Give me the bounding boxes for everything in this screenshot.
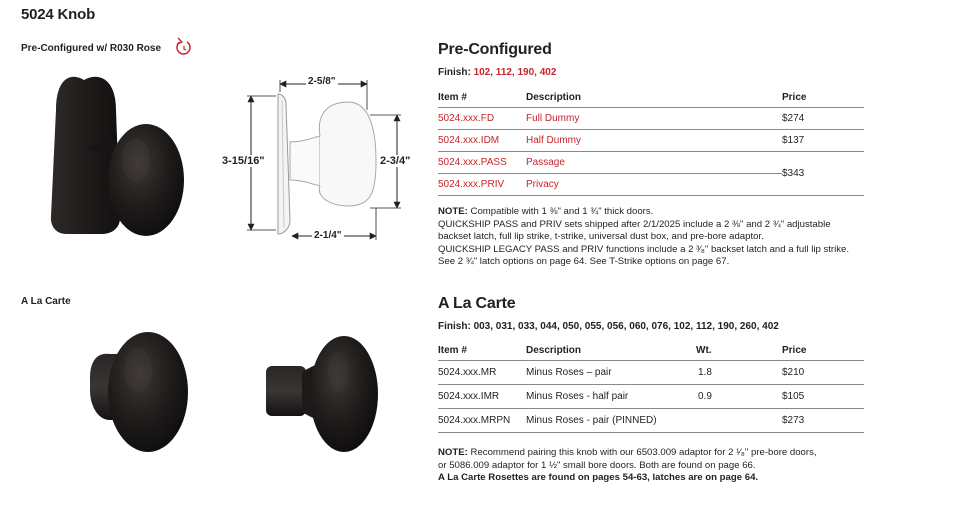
knob-front-image xyxy=(86,320,196,470)
note-line: or 5086.009 adaptor for 1 ½" small bore doors. Both are found on page 66. xyxy=(438,459,756,471)
item-price: $137 xyxy=(782,130,864,152)
table-row xyxy=(438,108,864,130)
item-description: Minus Roses – pair xyxy=(526,361,696,385)
note-line: Recommend pairing this knob with our 6503.009 adaptor for 2 ¹⁄₈" pre-bore doors, xyxy=(470,447,817,458)
item-number: 5024.xxx.PRIV xyxy=(438,174,526,196)
item-number: 5024.xxx.IMR xyxy=(438,385,526,409)
alacarte-finish xyxy=(438,321,779,332)
preconfigured-finish xyxy=(438,67,556,78)
note-line: QUICKSHIP PASS and PRIV sets shipped after 2/1/2025 include a 2 ⅜" and 2 ¾" adjustable xyxy=(438,218,831,230)
col-header-price: Price xyxy=(782,87,864,108)
alacarte-label: A La Carte xyxy=(21,296,71,307)
page-title: 5024 Knob xyxy=(21,6,96,23)
table-row xyxy=(438,361,864,385)
item-weight: 0.9 xyxy=(696,385,782,409)
item-description: Full Dummy xyxy=(526,108,782,130)
finish-codes: 003, 031, 033, 044, 050, 055, 056, 060, 076, 102, 112, 190, 260, 402 xyxy=(473,321,779,332)
finish-label: Finish: xyxy=(438,67,471,78)
note-line: QUICKSHIP LEGACY PASS and PRIV functions include a 2 ³⁄₈" backset latch and a full lip strike. xyxy=(438,243,850,255)
alacarte-note xyxy=(438,447,878,485)
item-description: Half Dummy xyxy=(526,130,782,152)
knob-with-rose-image xyxy=(46,68,186,248)
table-row xyxy=(438,409,864,433)
table-row xyxy=(438,385,864,409)
col-header-wt: Wt. xyxy=(696,340,782,361)
item-number: 5024.xxx.IDM xyxy=(438,130,526,152)
table-row xyxy=(438,130,864,152)
item-description: Minus Roses - pair (PINNED) xyxy=(526,409,696,433)
table-row xyxy=(438,152,864,174)
alacarte-heading: A La Carte xyxy=(438,295,516,312)
item-price: $105 xyxy=(782,385,864,409)
preconfigured-label: Pre-Configured w/ R030 Rose xyxy=(21,43,162,54)
item-description: Passage xyxy=(526,152,782,174)
preconfigured-note xyxy=(438,206,878,269)
item-price: $274 xyxy=(782,108,864,130)
col-header-desc: Description xyxy=(526,87,782,108)
note-line: See 2 ¾" latch options on page 64. See T-Strike options on page 67. xyxy=(438,256,730,268)
item-description: Minus Roses - half pair xyxy=(526,385,696,409)
note-label: NOTE: xyxy=(438,206,468,217)
note-label: NOTE: xyxy=(438,447,468,458)
preconfigured-heading: Pre-Configured xyxy=(438,41,552,58)
col-header-desc: Description xyxy=(526,340,696,361)
note-line: Compatible with 1 ⅜" and 1 ¾" thick doors. xyxy=(470,206,654,217)
col-header-item: Item # xyxy=(438,340,526,361)
item-number: 5024.xxx.PASS xyxy=(438,152,526,174)
item-description: Privacy xyxy=(526,174,782,196)
rotation-arrow-icon xyxy=(175,37,193,57)
dim-bottom-width: 2-1/4" xyxy=(314,230,342,241)
dim-top-width: 2-5/8" xyxy=(308,76,336,87)
item-weight xyxy=(696,409,782,433)
dim-left-height: 3-15/16" xyxy=(222,155,265,167)
item-weight: 1.8 xyxy=(696,361,782,385)
alacarte-table xyxy=(438,340,864,433)
col-header-price: Price xyxy=(782,340,864,361)
item-number: 5024.xxx.MR xyxy=(438,361,526,385)
note-line: backset latch, full lip strike, t-strike, universal dust box, and pre-bore adaptor. xyxy=(438,231,764,243)
finish-codes: 102, 112, 190, 402 xyxy=(473,67,557,78)
item-price: $273 xyxy=(782,409,864,433)
knob-side-image xyxy=(262,322,382,472)
item-number: 5024.xxx.MRPN xyxy=(438,409,526,433)
note-bold-line: A La Carte Rosettes are found on pages 54-63, latches are on page 64. xyxy=(438,472,759,484)
item-price: $343 xyxy=(782,152,864,196)
col-header-item: Item # xyxy=(438,87,526,108)
item-number: 5024.xxx.FD xyxy=(438,108,526,130)
dim-right-height: 2-3/4" xyxy=(380,155,411,167)
finish-label: Finish: xyxy=(438,321,471,332)
item-price: $210 xyxy=(782,361,864,385)
preconfigured-table xyxy=(438,87,864,196)
